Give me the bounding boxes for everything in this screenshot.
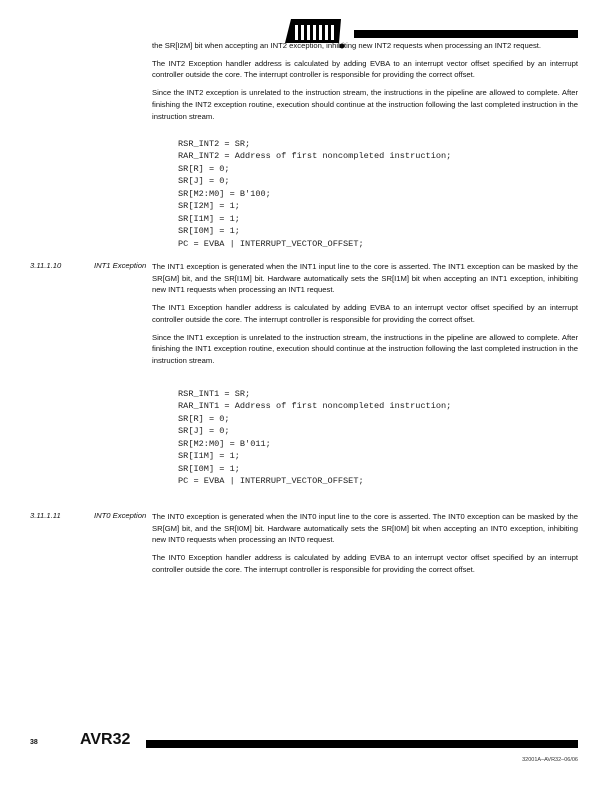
section-title: INT0 Exception [94,511,147,520]
paragraph: The INT1 Exception handler address is calculated by adding EVBA to an interrupt vector offset specified by an interrupt controller outside the core. The interrupt controller is responsible for providing the correct offset. [152,303,578,324]
int0-section [152,511,578,576]
section-heading [30,261,147,270]
header-rule [354,30,578,38]
paragraph: The INT1 exception is generated when the INT1 input line to the core is asserted. The INT1 exception can be masked by the SR[GM] bit, and the SR[I1M] bit. Hardware automatically sets the SR[I1M] bit when accepting an INT1 exception, inhibiting new INT1 requests when processing an INT1 request. [152,262,578,295]
paragraph: The INT2 Exception handler address is calculated by adding EVBA to an interrupt vector offset specified by an interrupt controller outside the core. The interrupt controller is responsible for providing the correct offset. [152,58,578,80]
page-number: 38 [30,739,38,746]
footer-title: AVR32 [80,731,131,748]
paragraph: Since the INT2 exception is unrelated to the instruction stream, the instructions in the pipeline are allowed to complete. After finishing the INT2 exception routine, execution should continue at the instruction following the last completed instruction in the instruction stream. [152,88,578,121]
section-title: INT1 Exception [94,261,147,270]
paragraph: the SR[I2M] bit when accepting an INT2 exception, inhibiting new INT2 requests when processing an INT2 request. [152,41,542,50]
int2-continued [152,40,578,122]
int1-section [152,261,578,367]
footer-rule [146,740,578,748]
paragraph: The INT0 exception is generated when the INT0 input line to the core is asserted. The INT0 exception can be masked by the SR[GM] bit, and the SR[I0M] bit. Hardware automatically sets the SR[I0M] bit when accepting an INT0 exception, inhibiting new INT0 requests when processing an INT0 request. [152,512,578,545]
section-heading [30,511,147,520]
section-number: 3.11.1.11 [30,511,61,520]
code-block: RSR_INT1 = SR; RAR_INT1 = Address of first noncompleted instruction; SR[R] = 0; SR[J] = 0; SR[M2:M0] = B'011; SR[I1M] = 1; SR[I0M] = 1; PC = EVBA | INTERRUPT_VECTOR_OFFSET; [178,389,452,487]
document-code: 32001A–AVR32–06/06 [522,757,578,763]
section-number: 3.11.1.10 [30,261,62,270]
code-block: RSR_INT2 = SR; RAR_INT2 = Address of first noncompleted instruction; SR[R] = 0; SR[J] = 0; SR[M2:M0] = B'100; SR[I2M] = 1; SR[I1M] = 1; SR[I0M] = 1; PC = EVBA | INTERRUPT_VECTOR_OFFSET; [178,139,452,249]
paragraph: The INT0 Exception handler address is calculated by adding EVBA to an interrupt vector offset specified by an interrupt controller outside the core. The interrupt controller is responsible for providing the correct offset. [152,553,578,574]
paragraph: Since the INT1 exception is unrelated to the instruction stream, the instructions in the pipeline are allowed to complete. After finishing the INT1 exception routine, execution should continue at the instruction following the last completed instruction in the instruction stream. [152,332,578,365]
